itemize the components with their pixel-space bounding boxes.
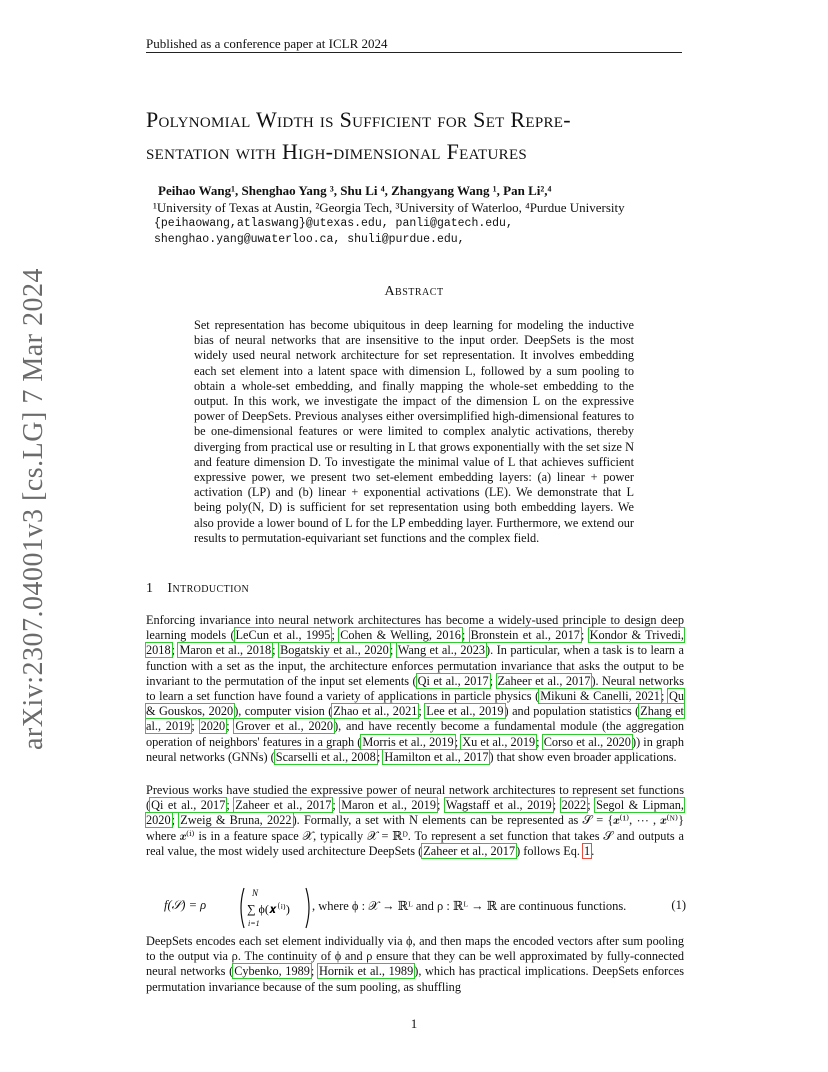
citation-link[interactable]: Cybenko, 1989: [234, 964, 310, 979]
citation-link[interactable]: 2020: [200, 719, 226, 734]
citation-link[interactable]: Corso et al., 2020: [543, 734, 631, 749]
title-line-2: sentation with High-dimensional Features: [146, 139, 528, 164]
equation-sum-block: [238, 886, 312, 930]
header-rule: [146, 52, 682, 53]
citation-link[interactable]: Maron et al., 2019: [341, 798, 436, 813]
affiliations: ¹University of Texas at Austin, ²Georgia Tech, ³University of Waterloo, ⁴Purdue University: [153, 200, 625, 215]
sum-body: ∑ ϕ(𝒙⁽ⁱ⁾): [247, 902, 290, 916]
citation-link[interactable]: Grover et al., 2020: [235, 719, 334, 734]
page-number: 1: [410, 1016, 418, 1031]
text-run: ). In particular, when a task is to learn a function with a set as the input, the architecture enforces permutation invariance that asks the output to be invariant to the permutation of the input set elements (: [146, 643, 685, 688]
citation-link[interactable]: Hamilton et al., 2017: [384, 749, 489, 764]
citation-link[interactable]: LeCun et al., 1995: [235, 628, 331, 643]
citation-link[interactable]: Qi et al., 2017: [151, 798, 226, 813]
citation-link[interactable]: Cohen & Welling, 2016: [340, 628, 461, 643]
citation-link[interactable]: Lee et al., 2019: [426, 704, 504, 719]
text-run: Previous works have studied the expressive power of neural network architectures to represent set functions (: [146, 783, 684, 813]
citation-link[interactable]: Wagstaff et al., 2019: [445, 798, 552, 813]
citation-link[interactable]: Zweig & Bruna, 2022: [180, 813, 292, 828]
section-title: Introduction: [167, 581, 250, 596]
citation-link[interactable]: Xu et al., 2019: [462, 734, 536, 749]
text-run: ), computer vision (: [234, 704, 333, 719]
text-run: ). Neural networks to learn a set function have found a variety of applications in particle physics (: [146, 673, 685, 704]
right-paren-icon: [306, 888, 309, 928]
intro-paragraph-2: Previous works have studied the expressive power of neural network architectures to represent set functions (Qi et al., 2017; Zaheer et al., 2017; Maron et al., 2019; Wagstaff et al., 2019; 2022; Segol & Lipman, 2020; Zweig & Bruna, 2022). Formally, a set with N elements can be represented as 𝒮 = {𝒙⁽¹⁾, ⋯ , 𝒙⁽ᴺ⁾} where 𝒙⁽ⁱ⁾ is in a feature space 𝒳, typically 𝒳 = ℝᴰ. To represent a set function that takes 𝒮 and outputs a real value, the most widely used architecture DeepSets (Zaheer et al., 2017) follows Eq. 1.: [146, 783, 684, 858]
equation-number: (1): [671, 898, 686, 912]
sum-lower-limit: i=1: [248, 919, 260, 928]
email-line-1: {peihaowang,atlaswang}@utexas.edu, panli@gatech.edu,: [154, 217, 513, 230]
paper-title: [146, 104, 686, 168]
arxiv-sidebar-stamp: arXiv:2307.04001v3 [cs.LG] 7 Mar 2024: [18, 268, 49, 750]
citation-link[interactable]: Bogatskiy et al., 2020: [280, 643, 389, 658]
citation-link[interactable]: Zaheer et al., 2017: [423, 843, 516, 858]
citation-link[interactable]: Segol & Lipman, 2020: [146, 798, 684, 828]
citation-link[interactable]: Kondor & Trivedi, 2018: [146, 628, 684, 658]
equation-ref-link[interactable]: 1: [584, 843, 591, 858]
text-run: .: [591, 843, 595, 858]
left-paren-icon: [241, 888, 244, 928]
text-run: ), which has practical implications. DeepSets enforces permutation invariance because of the sum pooling, as shuffling: [146, 964, 684, 994]
sum-upper-limit: N: [252, 888, 259, 898]
abstract-body: Set representation has become ubiquitous in deep learning for modeling the inductive bias of neural networks that are insensitive to the input order. DeepSets is the most widely used neural network architecture for set representation. It involves embedding each set element into a latent space with dimension L, followed by a sum pooling to obtain a whole-set embedding, and finally mapping the whole-set embedding to the output. In this work, we investigate the impact of the dimension L on the expressive power of DeepSets. Previous analyses either oversimplified high-dimensional features to be one-dimensional features or were limited to complex analytic activations, thereby diverging from practical use or resulting in L that grows exponentially with the set size N and feature dimension D. To investigate the minimal value of L that achieves sufficient expressive power, we present two set-element embedding layers: (a) linear + power activation (LP) and (b) linear + exponential activations (LE). We demonstrate that L being poly(N, D) is sufficient for set representation using both embedding layers. We also provide a lower bound of L for the LP embedding layer. Furthermore, we extend our results to permutation-equivariant set functions and the complex field.: [194, 318, 634, 545]
equation-lhs: f(𝒮) = ρ: [164, 898, 207, 912]
citation-link[interactable]: Hornik et al., 1989: [318, 964, 414, 979]
citation-link[interactable]: Maron et al., 2018: [179, 643, 272, 658]
abstract-heading: Abstract: [384, 284, 444, 299]
text-run: ) that show even broader applications.: [489, 749, 677, 764]
conference-header: Published as a conference paper at ICLR 2024: [146, 36, 388, 51]
citation-link[interactable]: Zhao et al., 2021: [333, 704, 418, 719]
text-run: ) follows Eq.: [516, 843, 584, 858]
citation-link[interactable]: Scarselli et al., 2008: [275, 749, 376, 764]
citation-link[interactable]: Zaheer et al., 2017: [235, 798, 332, 813]
citation-link[interactable]: Morris et al., 2019: [362, 734, 454, 749]
citation-link[interactable]: Mikuni & Canelli, 2021: [540, 689, 660, 704]
citation-link[interactable]: Qi et al., 2017: [417, 673, 489, 688]
citation-link[interactable]: Qu & Gouskos, 2020: [146, 689, 684, 719]
text-run: ) and population statistics (: [504, 704, 640, 719]
email-line-2: shenghao.yang@uwaterloo.ca, shuli@purdue.edu,: [154, 233, 465, 246]
text-run: DeepSets encodes each set element individually via ϕ, and then maps the encoded vectors after sum pooling to the output via ρ. The continuity of ϕ and ρ ensure that they can be well approximated by fully-connected neural networks (: [146, 934, 684, 979]
equation-1: [164, 886, 686, 930]
author-list: Peihao Wang¹, Shenghao Yang ³, Shu Li ⁴, Zhangyang Wang ¹, Pan Li²,⁴: [158, 183, 552, 198]
citation-link[interactable]: Bronstein et al., 2017: [470, 628, 580, 643]
text-run: ). Formally, a set with N elements can be represented as 𝒮 = {𝒙⁽¹⁾, ⋯ , 𝒙⁽ᴺ⁾} where 𝒙⁽ⁱ⁾ is in a feature space 𝒳, typically 𝒳 = ℝᴰ. To represent a set function that takes 𝒮 and outputs a real value, the most widely used architecture DeepSets (: [146, 813, 684, 858]
citation-link[interactable]: Wang et al., 2023: [397, 643, 485, 658]
equation-condition: , where ϕ : 𝒳 → ℝᴸ and ρ : ℝᴸ → ℝ are continuous functions.: [312, 899, 627, 913]
section-number: 1: [146, 581, 154, 596]
citation-link[interactable]: 2022: [561, 798, 587, 813]
intro-paragraph-1: Enforcing invariance into neural network architectures has become a widely-used principle to design deep learning models (LeCun et al., 1995; Cohen & Welling, 2016; Bronstein et al., 2017; Kondor & Trivedi, 2018; Maron et al., 2018; Bogatskiy et al., 2020; Wang et al., 2023). In particular, when a task is to learn a function with a set as the input, the architecture enforces permutation invariance that asks the output to be invariant to the permutation of the input set elements (Qi et al., 2017; Zaheer et al., 2017). Neural networks to learn a set function have found a variety of applications in particle physics (Mikuni & Canelli, 2021; Qu & Gouskos, 2020), computer vision (Zhao et al., 2021; Lee et al., 2019) and population statistics (Zhang et al., 2019; 2020; Grover et al., 2020), and have recently become a fundamental module (the aggregation operation of neighbors' features in a graph (Morris et al., 2019; Xu et al., 2019; Corso et al., 2020)) in graph neural networks (GNNs) (Scarselli et al., 2008; Hamilton et al., 2017) that show even broader applications.: [146, 613, 685, 764]
text-run: Enforcing invariance into neural network architectures has become a widely-used principle to design deep learning models (: [146, 613, 684, 643]
title-line-1: Polynomial Width is Sufficient for Set Repre-: [146, 107, 571, 132]
citation-link[interactable]: Zhang et al., 2019: [146, 704, 684, 734]
text-run: ), and have recently become a fundamental module (the aggregation operation of neighbors' features in a graph (: [146, 719, 684, 749]
section-heading-introduction: [146, 581, 249, 597]
citation-link[interactable]: Zaheer et al., 2017: [497, 673, 591, 688]
intro-paragraph-3: DeepSets encodes each set element individually via ϕ, and then maps the encoded vectors after sum pooling to the output via ρ. The continuity of ϕ and ρ ensure that they can be well approximated by fully-connected neural networks (Cybenko, 1989; Hornik et al., 1989), which has practical implications. DeepSets enforces permutation invariance because of the sum pooling, as shuffling: [146, 934, 684, 994]
text-run: )) in graph neural networks (GNNs) (: [146, 734, 684, 764]
